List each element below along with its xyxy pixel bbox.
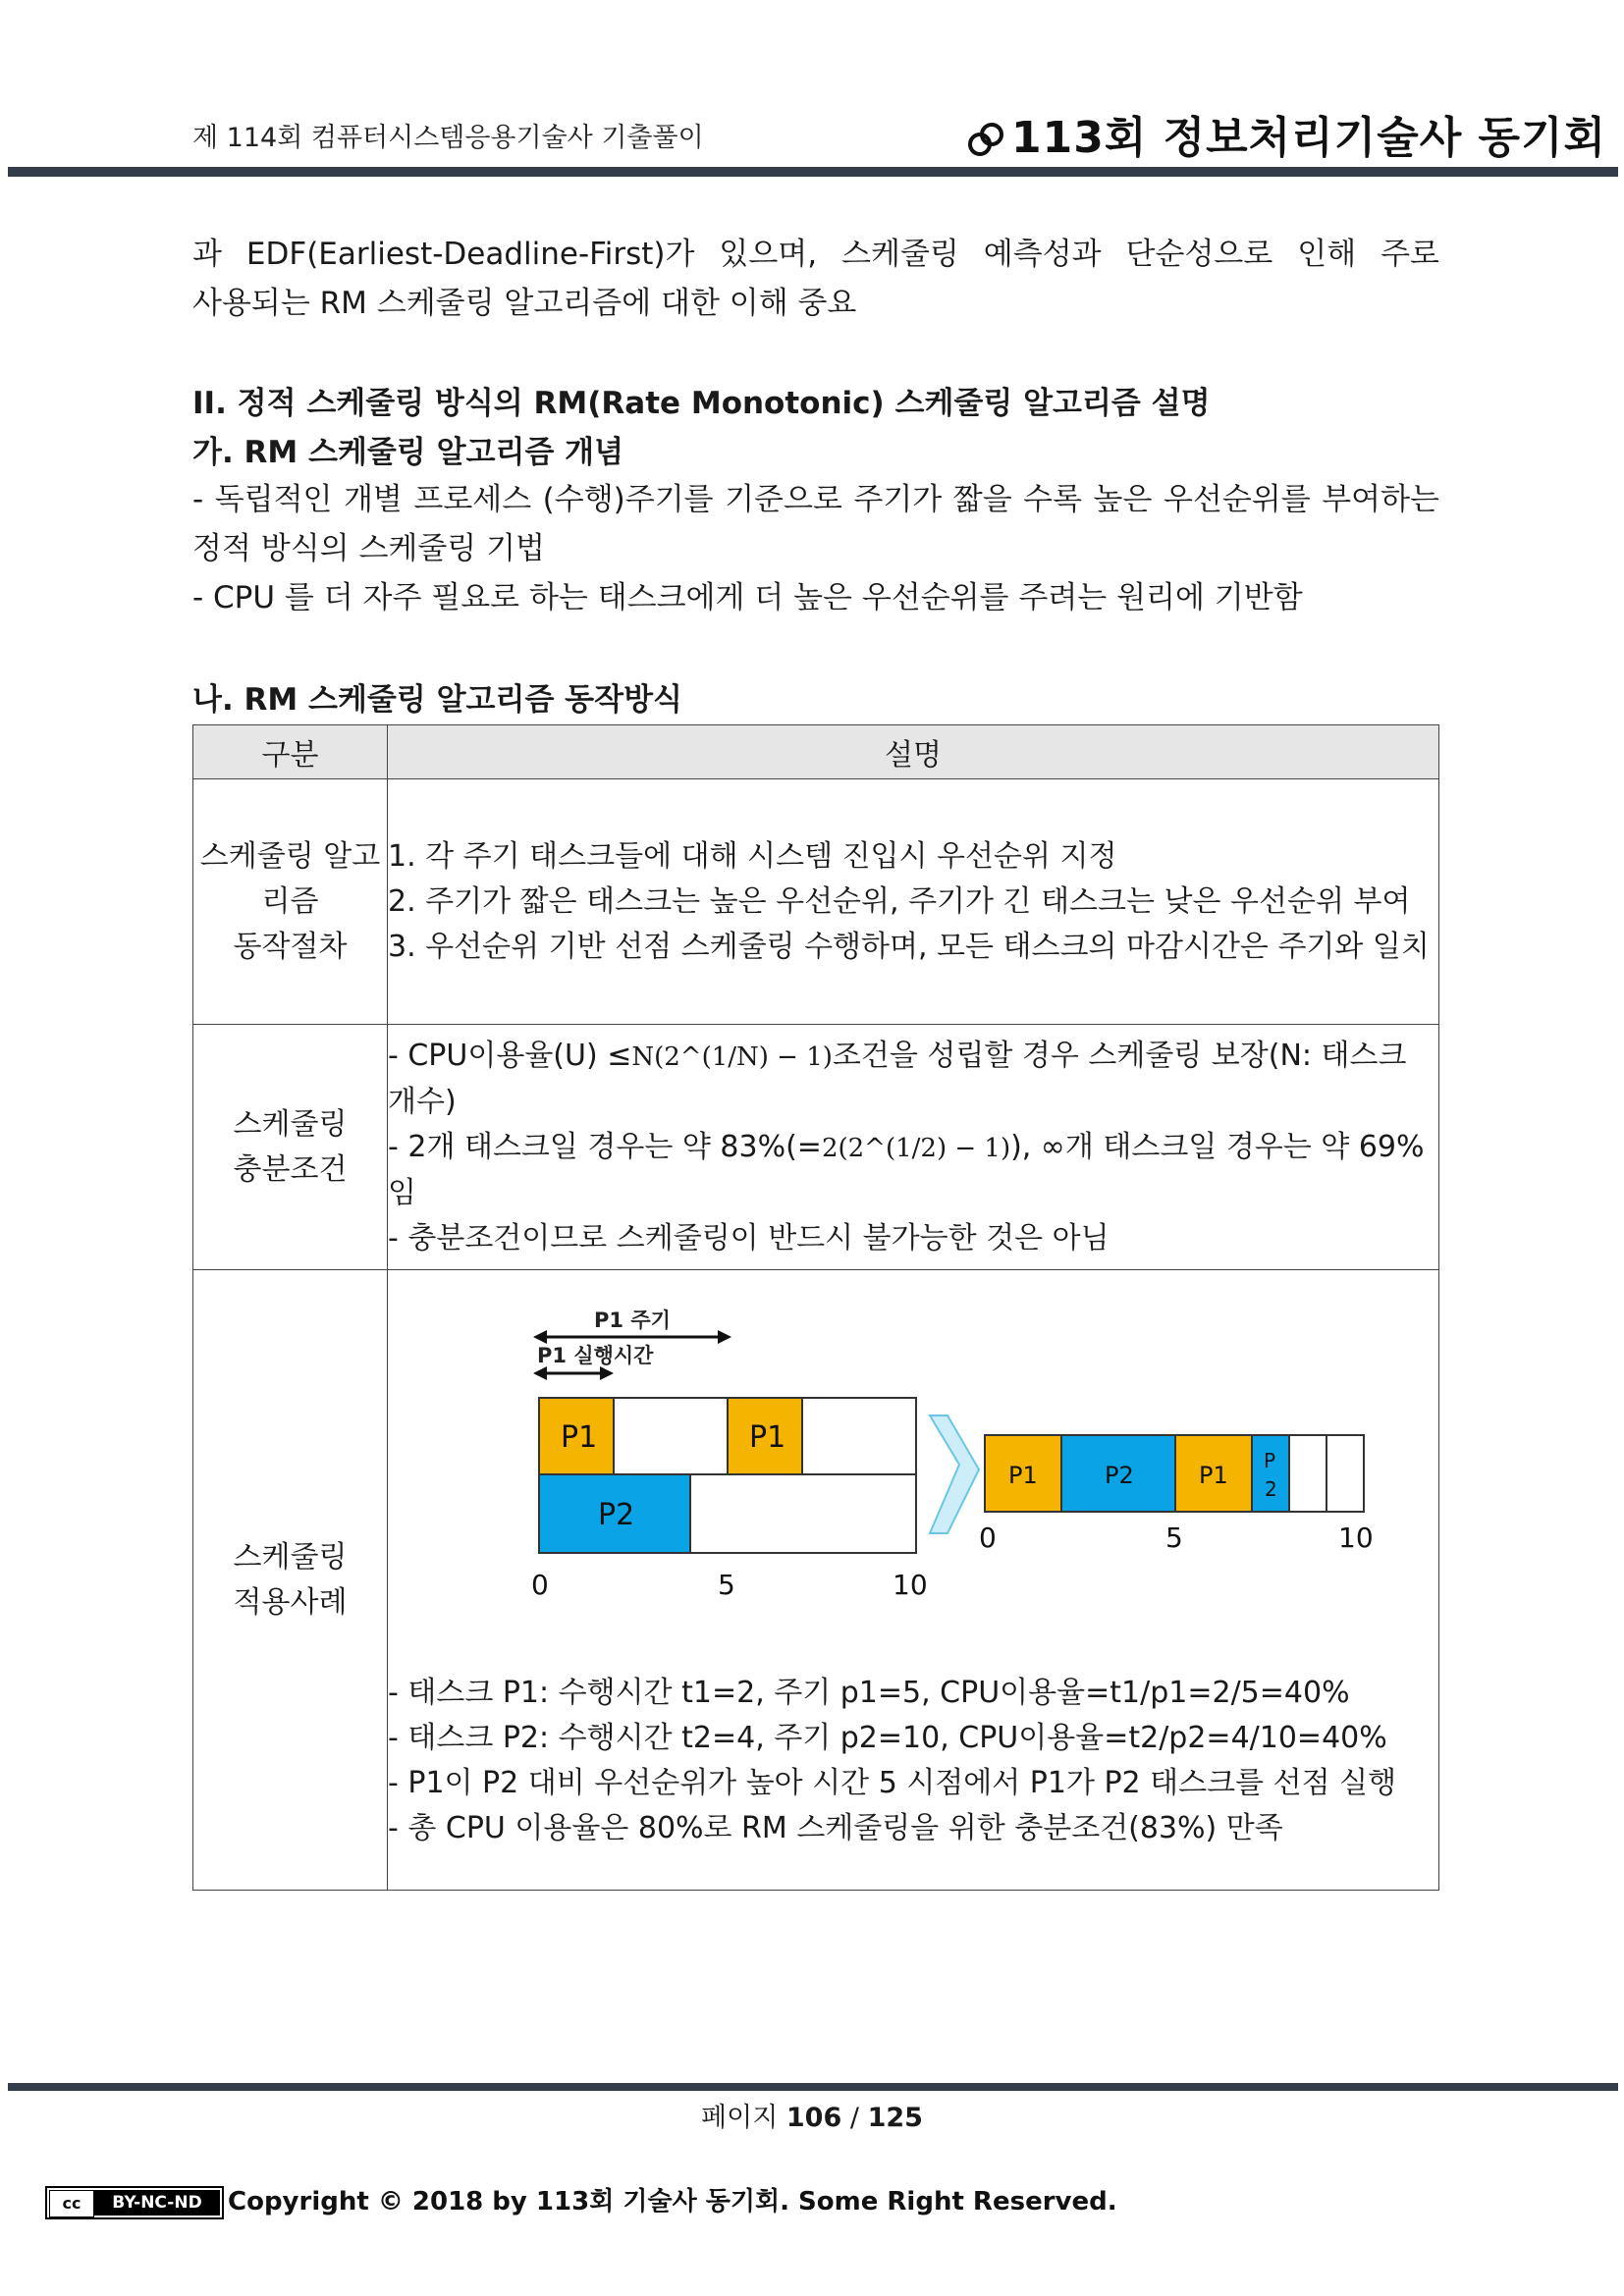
transform-arrow-icon <box>930 1415 979 1533</box>
condition-line-2-prefix: - 2개 태스크일 경우는 약 83%(= <box>388 1129 822 1164</box>
left-idle-slot-1 <box>614 1398 728 1474</box>
condition-category-line-1: 스케줄링 <box>233 1106 348 1142</box>
page-current: 106 <box>785 2103 842 2133</box>
footer-divider <box>8 2083 1618 2091</box>
procedure-category-line-2: 동작절차 <box>233 929 348 964</box>
example-description-cell <box>388 1270 1439 1891</box>
example-note-2: - 태스크 P2: 수행시간 t2=4, 주기 p2=10, CPU이용율=t2/p2=4/10=40% <box>388 1721 1387 1755</box>
condition-description-cell <box>388 1025 1439 1270</box>
page-total: 125 <box>867 2103 923 2133</box>
condition-line-1-prefix: - CPU이용율(U) ≤ <box>388 1038 632 1073</box>
intro-line-1: 과 EDF(Earliest-Deadline-First)가 있으며, 스케줄링 예측성과 단순성으로 인해 주로 <box>192 237 1439 272</box>
copyright-line <box>45 2181 1117 2219</box>
page-label: 페이지 <box>701 2103 779 2133</box>
right-p1-label-2: P1 <box>1199 1462 1228 1489</box>
table-header-description: 설명 <box>388 725 1439 779</box>
cc-license-type: BY-NC-ND <box>94 2190 220 2216</box>
concept-paragraph <box>192 475 1439 622</box>
left-tick-10: 10 <box>893 1569 928 1601</box>
concept-bullet-1-line-1: - 독립적인 개별 프로세스 (수행)주기를 기준으로 주기가 짧을 수록 높은 우선순위를 부여하는 <box>192 482 1439 517</box>
intro-line-2: 사용되는 RM 스케줄링 알고리즘에 대한 이해 중요 <box>192 286 857 321</box>
left-p1-label-1: P1 <box>561 1420 598 1455</box>
table-header-category: 구분 <box>193 725 388 779</box>
document-header-title: 제 114회 컴퓨터시스템응용기술사 기출풀이 <box>192 123 704 153</box>
left-tick-5: 5 <box>718 1569 735 1601</box>
concept-bullet-2: - CPU 를 더 자주 필요로 하는 태스크에게 더 높은 우선순위를 주려는 원리에 기반함 <box>192 580 1303 615</box>
condition-line-2-suffix: ), ∞개 태스크일 경우는 약 69%임 <box>388 1129 1425 1210</box>
table-row-sufficient-condition <box>193 1025 1439 1270</box>
right-p2-label-1: P2 <box>1105 1462 1134 1489</box>
left-p1-label-2: P1 <box>749 1420 786 1455</box>
example-category-line-1: 스케줄링 <box>233 1539 348 1575</box>
subsection-a-heading: 가. RM 스케줄링 알고리즘 개념 <box>192 435 624 470</box>
group-brand-text: 113회 정보처리기술사 동기회 <box>1011 113 1607 163</box>
procedure-step-1: 1. 각 주기 태스크들에 대해 시스템 진입시 우선순위 지정 <box>388 838 1117 874</box>
example-note-4: - 총 CPU 이용율은 80%로 RM 스케줄링을 위한 충분조건(83%) 만족 <box>388 1811 1283 1845</box>
right-tick-10: 10 <box>1338 1522 1374 1554</box>
procedure-category-cell <box>193 779 388 1025</box>
table-row-procedure <box>193 779 1439 1025</box>
condition-line-1-suffix: 조건을 성립할 경우 스케줄링 보장(N: 태스크 개수) <box>388 1038 1407 1119</box>
condition-category-line-2: 충분조건 <box>233 1151 348 1187</box>
page-separator: / <box>849 2103 859 2133</box>
left-tick-0: 0 <box>531 1569 549 1601</box>
left-idle-slot-2 <box>802 1398 916 1474</box>
example-note-1: - 태스크 P1: 수행시간 t1=2, 주기 p1=5, CPU이용율=t1/p1=2/5=40% <box>388 1676 1350 1710</box>
link-logo-icon <box>966 121 1005 160</box>
procedure-category-line-1: 스케줄링 알고리즘 <box>199 838 381 919</box>
two-task-bound-formula: 2(2^(1/2) − 1) <box>821 1133 1011 1163</box>
right-idle-slot-1 <box>1289 1435 1326 1512</box>
cc-license-badge <box>45 2186 224 2219</box>
subsection-b-heading: 나. RM 스케줄링 알고리즘 동작방식 <box>192 682 682 718</box>
example-note-3: - P1이 P2 대비 우선순위가 높아 시간 5 시점에서 P1가 P2 태스크를 선점 실행 <box>388 1766 1397 1800</box>
right-tick-5: 5 <box>1165 1522 1183 1554</box>
section-heading: II. 정적 스케줄링 방식의 RM(Rate Monotonic) 스케줄링 알고리즘 설명 <box>192 386 1211 421</box>
copyright-text: Copyright © 2018 by 113회 기술사 동기회. Some Right Reserved. <box>228 2187 1117 2216</box>
condition-line-2 <box>388 1125 1438 1216</box>
right-p1-label-1: P1 <box>1008 1462 1038 1489</box>
page-number <box>0 2096 1624 2134</box>
condition-category-cell <box>193 1025 388 1270</box>
condition-line-3: - 충분조건이므로 스케줄링이 반드시 불가능한 것은 아님 <box>388 1220 1110 1255</box>
intro-paragraph <box>192 230 1439 328</box>
right-p2-split-label-bottom: 2 <box>1265 1477 1277 1501</box>
example-category-line-2: 적용사례 <box>233 1584 348 1620</box>
procedure-description-cell <box>388 779 1439 1025</box>
right-p2-split-label-top: P <box>1264 1449 1276 1472</box>
rm-schedule-diagram <box>457 1308 1438 1631</box>
procedure-step-3: 3. 우선순위 기반 선점 스케줄링 수행하며, 모든 태스크의 마감시간은 주기와 일치 <box>388 929 1430 964</box>
procedure-step-2: 2. 주기가 짧은 태스크는 높은 우선순위, 주기가 긴 태스크는 낮은 우선순위 부여 <box>388 883 1411 919</box>
right-idle-slot-2 <box>1326 1435 1364 1512</box>
p1-exec-label: P1 실행시간 <box>537 1344 654 1367</box>
group-brand <box>966 102 1606 165</box>
utilization-bound-formula: N(2^(1/N) − 1) <box>631 1041 833 1072</box>
table-header-row <box>193 725 1439 779</box>
condition-line-1 <box>388 1034 1438 1125</box>
concept-bullet-1-line-2: 정적 방식의 스케줄링 기법 <box>192 531 545 566</box>
example-category-cell <box>193 1270 388 1891</box>
right-tick-0: 0 <box>979 1522 997 1554</box>
p1-period-label: P1 주기 <box>594 1308 671 1332</box>
rm-operation-table <box>192 724 1439 1891</box>
left-p2-label: P2 <box>598 1498 635 1532</box>
cc-logo-icon: cc <box>49 2190 94 2217</box>
table-row-example <box>193 1270 1439 1891</box>
header-divider <box>8 167 1618 177</box>
example-notes <box>388 1671 1438 1851</box>
left-p2-idle <box>690 1474 916 1553</box>
